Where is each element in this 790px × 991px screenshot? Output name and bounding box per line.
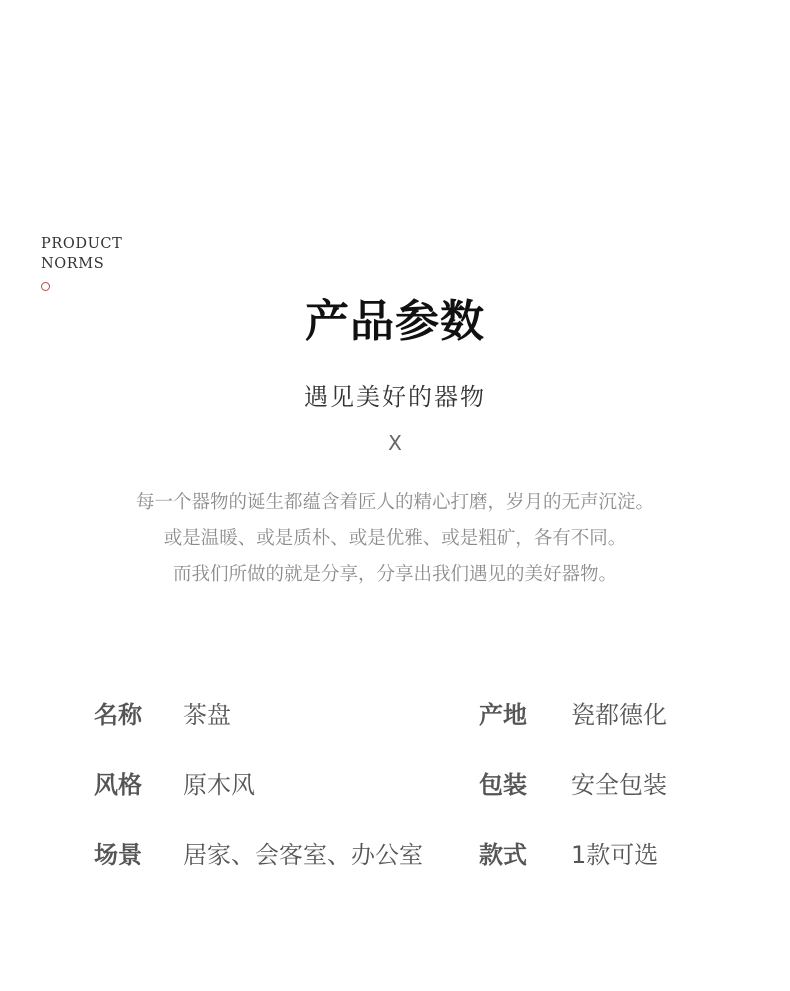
page-title: 产品参数 [305, 296, 485, 347]
description [0, 485, 790, 593]
spec-value: 居家、会客室、办公室 [183, 841, 423, 869]
spec-value: 1款可选 [571, 841, 659, 869]
description-line: 或是温暖、或是质朴、或是优雅、或是粗矿，各有不同。 [163, 528, 627, 549]
spec-value: 安全包装 [571, 771, 667, 799]
norms-line-1: PRODUCT [41, 236, 123, 252]
norms-line-2: NORMS [41, 256, 105, 272]
description-line: 而我们所做的就是分享，分享出我们遇见的美好器物。 [172, 564, 617, 585]
spec-label: 包装 [479, 771, 527, 799]
spec-value: 瓷都德化 [571, 701, 667, 729]
spec-label: 风格 [94, 771, 142, 799]
spec-value: 茶盘 [183, 701, 231, 729]
product-norms-label [41, 234, 122, 274]
spec-label: 产地 [479, 701, 527, 729]
spec-value: 原木风 [183, 771, 255, 799]
x-separator: X [388, 431, 402, 455]
circle-icon [41, 282, 50, 291]
description-line: 每一个器物的诞生都蕴含着匠人的精心打磨，岁月的无声沉淀。 [135, 492, 654, 513]
spec-label: 场景 [94, 841, 142, 869]
spec-label: 款式 [479, 841, 527, 869]
page-subtitle: 遇见美好的器物 [304, 383, 486, 411]
spec-label: 名称 [94, 701, 142, 729]
